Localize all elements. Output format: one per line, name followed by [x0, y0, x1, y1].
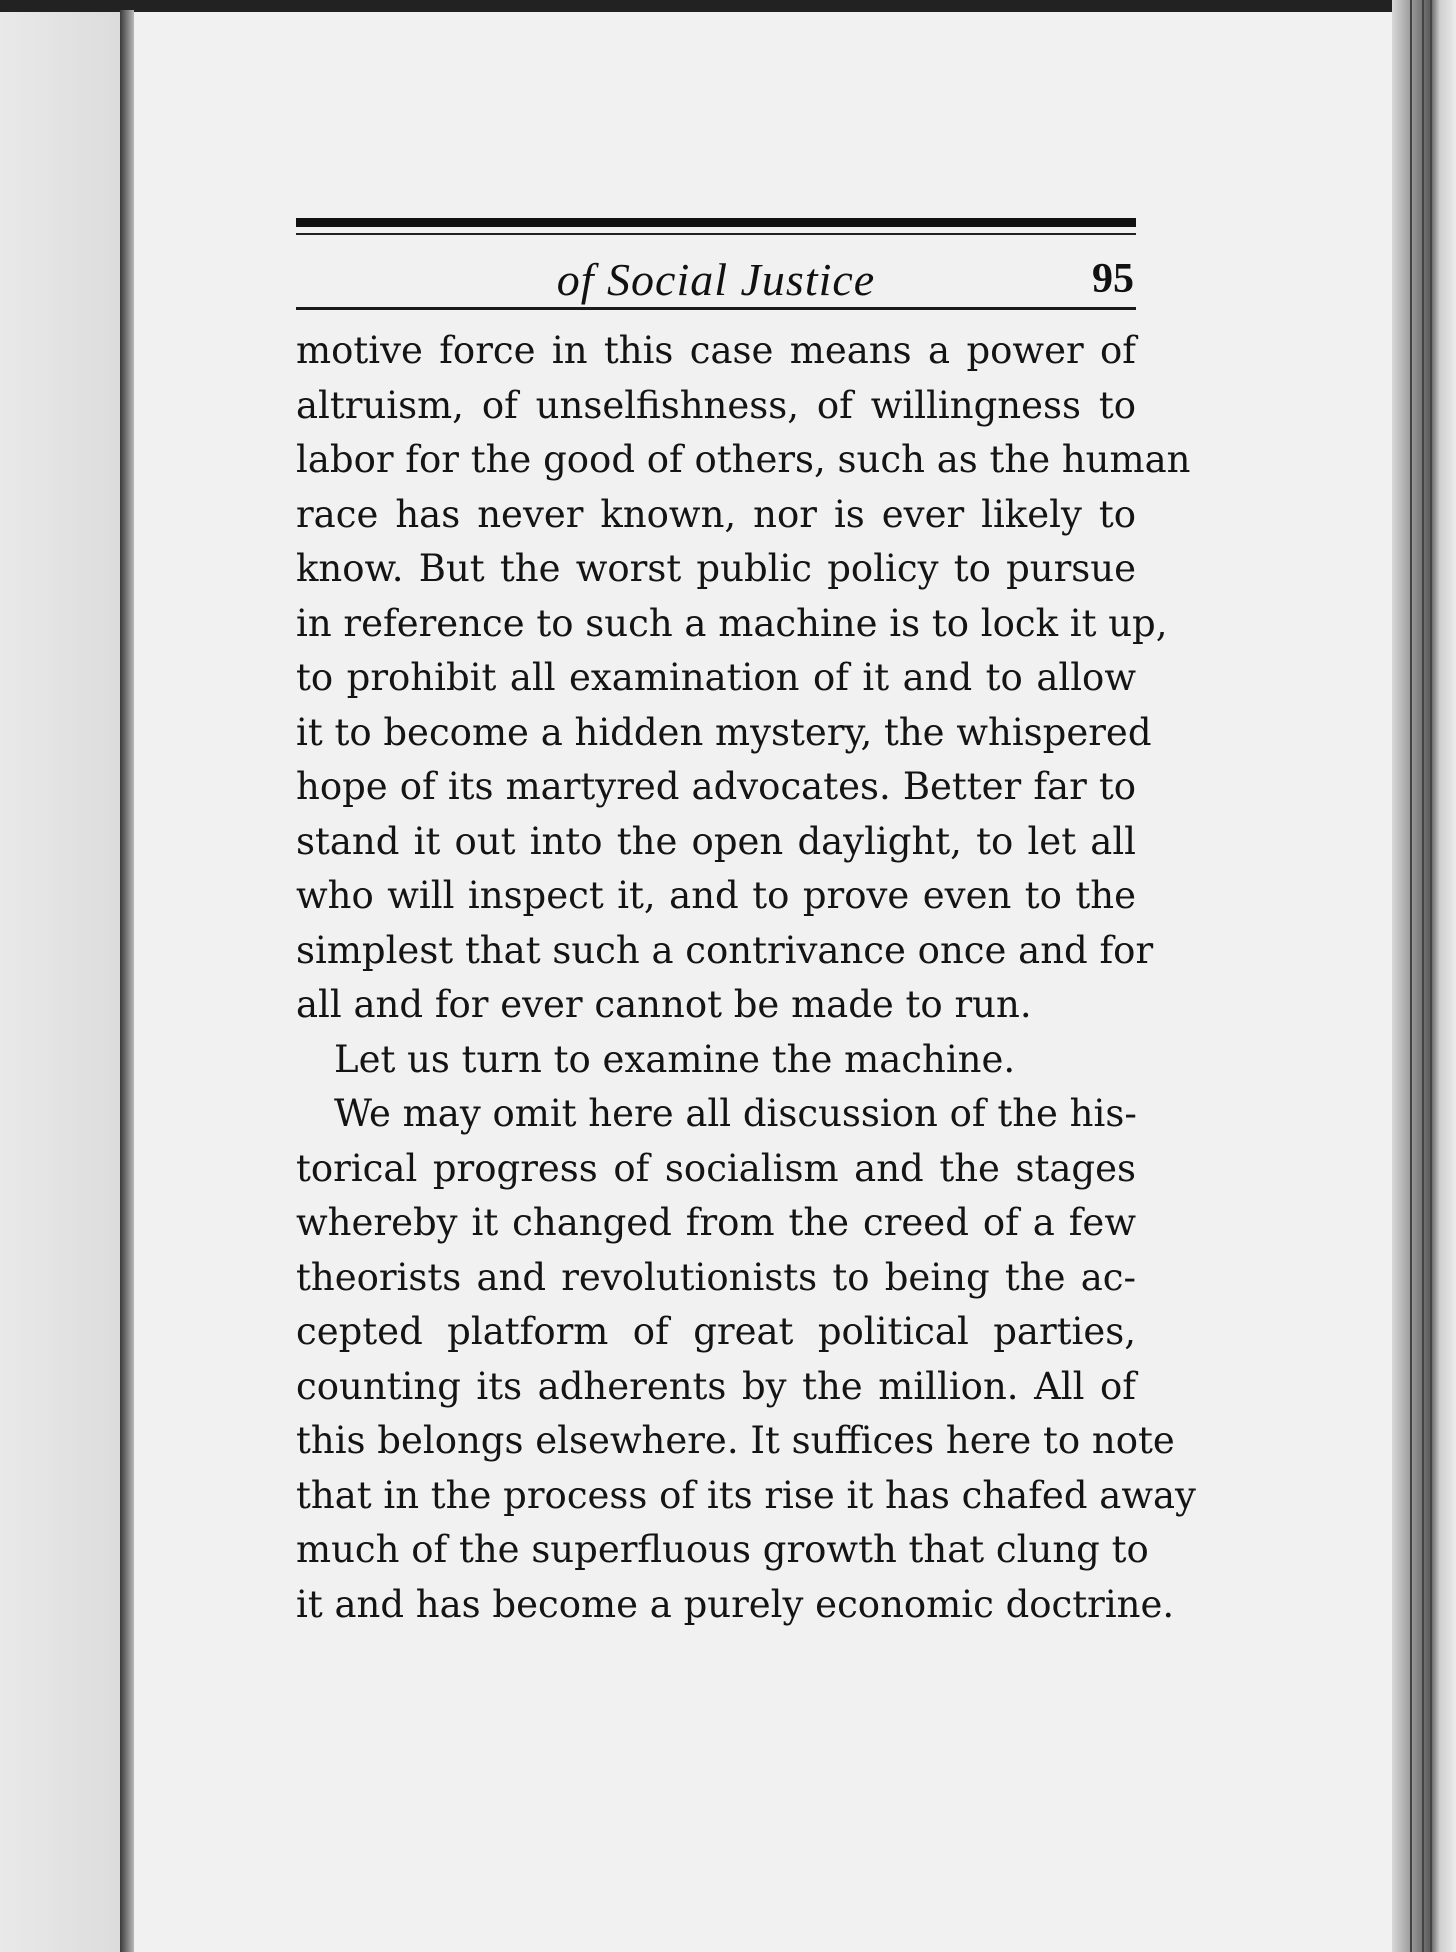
text-line: simplest that such a contrivance once and for [296, 928, 1154, 972]
text-line: it and has become a purely economic doctrine. [296, 1582, 1175, 1626]
text-block [296, 218, 1196, 1632]
text-line: much of the superfluous growth that clung to [296, 1528, 1149, 1571]
page-edge-line [1430, 0, 1432, 1952]
text-line: in reference to such a machine is to lock it up, [296, 601, 1168, 645]
text-line: whereby it changed from the creed of a few [296, 1201, 1136, 1244]
text-line: cepted platform of great political parties, [296, 1310, 1136, 1353]
text-line: race has never known, nor is ever likely to [296, 492, 1136, 536]
paragraph-1 [296, 324, 1191, 1033]
paragraph-3 [296, 1087, 1196, 1632]
paragraph-2 [296, 1033, 1136, 1088]
text-line: hope of its martyred advocates. Better far to [296, 765, 1136, 808]
running-header [296, 235, 1136, 307]
header-rule-thick [296, 218, 1136, 227]
text-line: this belongs elsewhere. It suffices here to note [296, 1419, 1175, 1462]
left-page-margin [0, 12, 122, 1952]
running-title: of Social Justice [556, 254, 876, 305]
body-text [296, 324, 1196, 1632]
text-line: motive force in this case means a power of [296, 329, 1136, 372]
page-edge-line [1410, 0, 1412, 1952]
text-line: labor for the good of others, such as the human [296, 438, 1191, 481]
text-line: stand it out into the open daylight, to let all [296, 819, 1136, 863]
text-line: altruism, of unselfishness, of willingness to [296, 383, 1136, 427]
page-number: 95 [1092, 256, 1134, 302]
page-edge-line [1422, 0, 1424, 1952]
text-line: theorists and revolutionists to being the ac- [296, 1255, 1136, 1299]
text-line: Let us turn to examine the machine. [334, 1037, 1016, 1081]
scan-top-edge [0, 0, 1456, 12]
book-gutter [120, 10, 134, 1952]
text-line: torical progress of socialism and the stages [296, 1146, 1136, 1190]
header-rule-bottom [296, 307, 1136, 310]
text-line: that in the process of its rise it has chafed away [296, 1473, 1196, 1517]
text-line: counting its adherents by the million. All of [296, 1364, 1136, 1408]
text-line: it to become a hidden mystery, the whispered [296, 710, 1152, 754]
book-fore-edge [1392, 0, 1456, 1952]
text-line: who will inspect it, and to prove even to the [296, 874, 1136, 917]
text-line: to prohibit all examination of it and to allow [296, 656, 1136, 699]
text-line: all and for ever cannot be made to run. [296, 983, 1032, 1026]
text-line: know. But the worst public policy to pursue [296, 547, 1136, 590]
text-line: We may omit here all discussion of the his- [334, 1092, 1137, 1135]
